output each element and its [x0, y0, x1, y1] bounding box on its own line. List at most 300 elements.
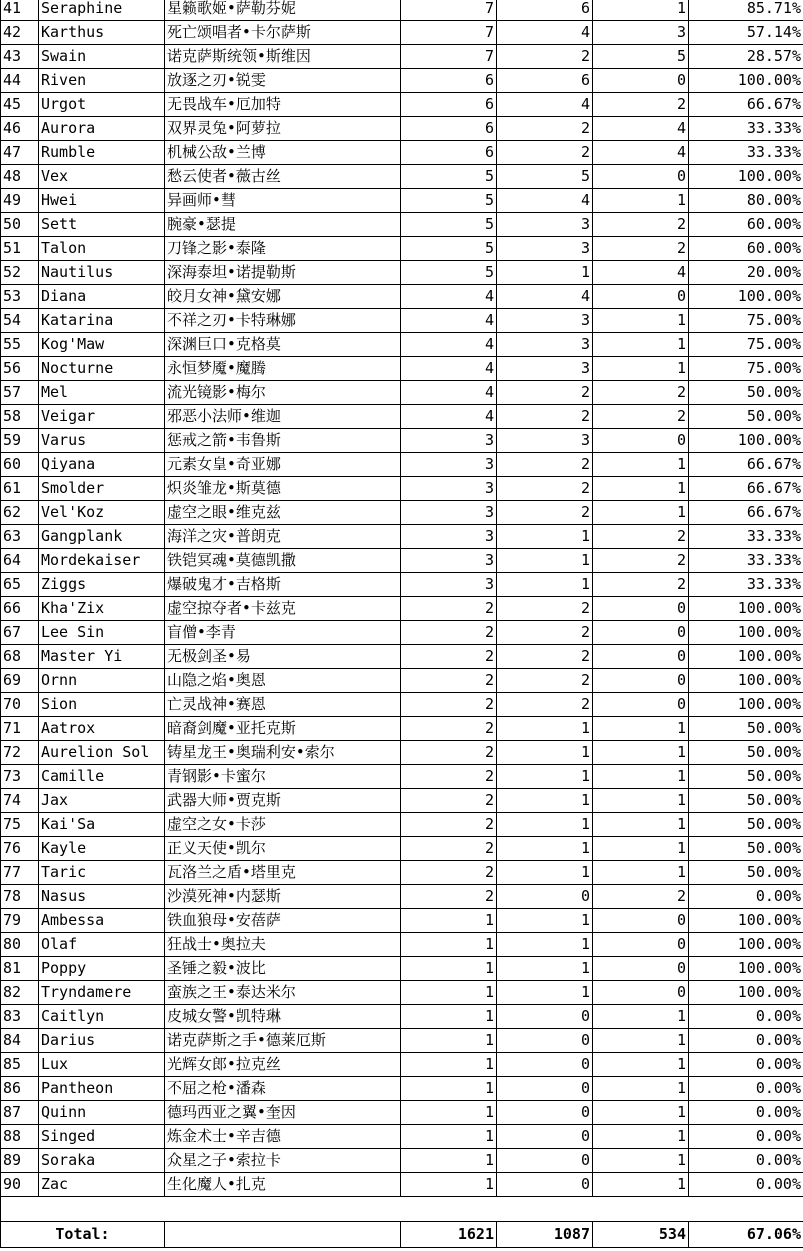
- games-count: 4: [401, 381, 497, 405]
- wins-count: 2: [497, 645, 593, 669]
- champion-name: Lux: [39, 1053, 165, 1077]
- losses-count: 0: [593, 693, 689, 717]
- win-rate: 0.00%: [689, 1173, 803, 1197]
- wins-count: 1: [497, 549, 593, 573]
- champion-name: Mel: [39, 381, 165, 405]
- win-rate: 100.00%: [689, 957, 803, 981]
- row-index: 50: [1, 213, 39, 237]
- champion-name: Qiyana: [39, 453, 165, 477]
- games-count: 1: [401, 1077, 497, 1101]
- champion-title-cn: 正义天使•凯尔: [165, 837, 401, 861]
- champion-title-cn: 永恒梦魇•魔腾: [165, 357, 401, 381]
- champion-name: Nocturne: [39, 357, 165, 381]
- games-count: 3: [401, 429, 497, 453]
- wins-count: 2: [497, 453, 593, 477]
- wins-count: 2: [497, 693, 593, 717]
- table-row: [1, 1005, 803, 1029]
- row-index: 46: [1, 117, 39, 141]
- champion-name: Master Yi: [39, 645, 165, 669]
- row-index: 85: [1, 1053, 39, 1077]
- losses-count: 1: [593, 333, 689, 357]
- champion-title-cn: 双界灵兔•阿萝拉: [165, 117, 401, 141]
- table-row: [1, 1125, 803, 1149]
- table-row: [1, 789, 803, 813]
- table-row: [1, 645, 803, 669]
- games-count: 2: [401, 597, 497, 621]
- games-count: 5: [401, 261, 497, 285]
- wins-count: 3: [497, 237, 593, 261]
- row-index: 56: [1, 357, 39, 381]
- champion-name: Veigar: [39, 405, 165, 429]
- table-row: [1, 693, 803, 717]
- champion-title-cn: 光辉女郎•拉克丝: [165, 1053, 401, 1077]
- champion-name: Varus: [39, 429, 165, 453]
- games-count: 2: [401, 717, 497, 741]
- table-row: [1, 621, 803, 645]
- champion-name: Riven: [39, 69, 165, 93]
- champion-name: Swain: [39, 45, 165, 69]
- losses-count: 1: [593, 1029, 689, 1053]
- win-rate: 75.00%: [689, 333, 803, 357]
- win-rate: 0.00%: [689, 1125, 803, 1149]
- games-count: 1: [401, 1005, 497, 1029]
- champion-name: Talon: [39, 237, 165, 261]
- champion-name: Seraphine: [39, 0, 165, 21]
- table-row: [1, 429, 803, 453]
- champion-title-cn: 邪恶小法师•维迦: [165, 405, 401, 429]
- champion-title-cn: 蛮族之王•泰达米尔: [165, 981, 401, 1005]
- champion-title-cn: 刀锋之影•泰隆: [165, 237, 401, 261]
- losses-count: 1: [593, 1173, 689, 1197]
- win-rate: 100.00%: [689, 909, 803, 933]
- champion-title-cn: 山隐之焰•奥恩: [165, 669, 401, 693]
- champion-name: Tryndamere: [39, 981, 165, 1005]
- champion-title-cn: 生化魔人•扎克: [165, 1173, 401, 1197]
- champion-name: Kai'Sa: [39, 813, 165, 837]
- wins-count: 1: [497, 717, 593, 741]
- table-row: [1, 813, 803, 837]
- wins-count: 2: [497, 477, 593, 501]
- table-row: [1, 861, 803, 885]
- win-rate: 57.14%: [689, 21, 803, 45]
- table-row: [1, 285, 803, 309]
- games-count: 2: [401, 741, 497, 765]
- wins-count: 0: [497, 1125, 593, 1149]
- row-index: 52: [1, 261, 39, 285]
- table-row: [1, 549, 803, 573]
- champion-name: Aurora: [39, 117, 165, 141]
- table-row: [1, 189, 803, 213]
- row-index: 72: [1, 741, 39, 765]
- row-index: 83: [1, 1005, 39, 1029]
- champion-name: Soraka: [39, 1149, 165, 1173]
- champion-name: Nautilus: [39, 261, 165, 285]
- games-count: 5: [401, 237, 497, 261]
- champion-name: Gangplank: [39, 525, 165, 549]
- games-count: 6: [401, 117, 497, 141]
- games-count: 4: [401, 357, 497, 381]
- games-count: 1: [401, 981, 497, 1005]
- win-rate: 80.00%: [689, 189, 803, 213]
- champion-title-cn: 惩戒之箭•韦鲁斯: [165, 429, 401, 453]
- games-count: 2: [401, 693, 497, 717]
- row-index: 65: [1, 573, 39, 597]
- losses-count: 1: [593, 717, 689, 741]
- champion-title-cn: 虚空之眼•维克兹: [165, 501, 401, 525]
- win-rate: 0.00%: [689, 1029, 803, 1053]
- games-count: 4: [401, 285, 497, 309]
- champion-title-cn: 青钢影•卡蜜尔: [165, 765, 401, 789]
- champion-title-cn: 炽炎雏龙•斯莫德: [165, 477, 401, 501]
- row-index: 63: [1, 525, 39, 549]
- row-index: 75: [1, 813, 39, 837]
- row-index: 57: [1, 381, 39, 405]
- table-row: [1, 1053, 803, 1077]
- losses-count: 0: [593, 621, 689, 645]
- wins-count: 0: [497, 1101, 593, 1125]
- win-rate: 0.00%: [689, 1101, 803, 1125]
- row-index: 76: [1, 837, 39, 861]
- games-count: 1: [401, 1173, 497, 1197]
- win-rate: 50.00%: [689, 741, 803, 765]
- games-count: 2: [401, 621, 497, 645]
- wins-count: 2: [497, 597, 593, 621]
- wins-count: 3: [497, 357, 593, 381]
- table-row: [1, 213, 803, 237]
- table-row: [1, 309, 803, 333]
- wins-count: 5: [497, 165, 593, 189]
- wins-count: 2: [497, 45, 593, 69]
- losses-count: 1: [593, 477, 689, 501]
- table-row: [1, 45, 803, 69]
- row-index: 45: [1, 93, 39, 117]
- champion-name: Rumble: [39, 141, 165, 165]
- table-row: [1, 573, 803, 597]
- games-count: 4: [401, 405, 497, 429]
- row-index: 44: [1, 69, 39, 93]
- losses-count: 5: [593, 45, 689, 69]
- champion-title-cn: 元素女皇•奇亚娜: [165, 453, 401, 477]
- champion-title-cn: 异画师•彗: [165, 189, 401, 213]
- champion-title-cn: 流光镜影•梅尔: [165, 381, 401, 405]
- losses-count: 0: [593, 285, 689, 309]
- row-index: 78: [1, 885, 39, 909]
- win-rate: 100.00%: [689, 597, 803, 621]
- champion-name: Nasus: [39, 885, 165, 909]
- win-rate: 60.00%: [689, 237, 803, 261]
- wins-count: 1: [497, 933, 593, 957]
- losses-count: 1: [593, 1101, 689, 1125]
- wins-count: 3: [497, 429, 593, 453]
- table-row: [1, 357, 803, 381]
- row-index: 55: [1, 333, 39, 357]
- row-index: 74: [1, 789, 39, 813]
- table-row: [1, 597, 803, 621]
- losses-count: 1: [593, 741, 689, 765]
- table-row: [1, 1173, 803, 1197]
- losses-count: 4: [593, 261, 689, 285]
- win-rate: 50.00%: [689, 381, 803, 405]
- win-rate: 100.00%: [689, 645, 803, 669]
- win-rate: 100.00%: [689, 669, 803, 693]
- losses-count: 1: [593, 309, 689, 333]
- row-index: 51: [1, 237, 39, 261]
- wins-count: 2: [497, 501, 593, 525]
- champion-title-cn: 铸星龙王•奥瑞利安•索尔: [165, 741, 401, 765]
- wins-count: 4: [497, 21, 593, 45]
- games-count: 1: [401, 1125, 497, 1149]
- row-index: 43: [1, 45, 39, 69]
- losses-count: 2: [593, 381, 689, 405]
- games-count: 2: [401, 861, 497, 885]
- losses-count: 1: [593, 837, 689, 861]
- champion-name: Smolder: [39, 477, 165, 501]
- win-rate: 0.00%: [689, 1005, 803, 1029]
- games-count: 3: [401, 453, 497, 477]
- wins-count: 1: [497, 957, 593, 981]
- champion-name: Taric: [39, 861, 165, 885]
- wins-count: 2: [497, 141, 593, 165]
- row-index: 60: [1, 453, 39, 477]
- wins-count: 2: [497, 621, 593, 645]
- wins-count: 2: [497, 381, 593, 405]
- losses-count: 1: [593, 453, 689, 477]
- champion-name: Poppy: [39, 957, 165, 981]
- win-rate: 0.00%: [689, 1053, 803, 1077]
- wins-count: 6: [497, 69, 593, 93]
- champion-title-cn: 亡灵战神•赛恩: [165, 693, 401, 717]
- wins-count: 2: [497, 117, 593, 141]
- win-rate: 50.00%: [689, 861, 803, 885]
- champion-title-cn: 皮城女警•凯特琳: [165, 1005, 401, 1029]
- row-index: 61: [1, 477, 39, 501]
- champion-name: Vel'Koz: [39, 501, 165, 525]
- champion-name: Karthus: [39, 21, 165, 45]
- row-index: 87: [1, 1101, 39, 1125]
- champion-name: Camille: [39, 765, 165, 789]
- losses-count: 2: [593, 885, 689, 909]
- champion-title-cn: 德玛西亚之翼•奎因: [165, 1101, 401, 1125]
- champion-name: Singed: [39, 1125, 165, 1149]
- losses-count: 1: [593, 1005, 689, 1029]
- row-index: 58: [1, 405, 39, 429]
- champion-name: Kha'Zix: [39, 597, 165, 621]
- champion-title-cn: 皎月女神•黛安娜: [165, 285, 401, 309]
- table-row: [1, 669, 803, 693]
- champion-name: Urgot: [39, 93, 165, 117]
- win-rate: 50.00%: [689, 837, 803, 861]
- champion-title-cn: 诺克萨斯之手•德莱厄斯: [165, 1029, 401, 1053]
- row-index: 47: [1, 141, 39, 165]
- total-win-rate: 67.06%: [689, 1222, 803, 1248]
- empty-cell: [1, 1197, 803, 1222]
- wins-count: 0: [497, 1173, 593, 1197]
- games-count: 2: [401, 789, 497, 813]
- champion-name: Darius: [39, 1029, 165, 1053]
- wins-count: 3: [497, 333, 593, 357]
- games-count: 6: [401, 141, 497, 165]
- row-index: 69: [1, 669, 39, 693]
- games-count: 2: [401, 645, 497, 669]
- losses-count: 0: [593, 933, 689, 957]
- champion-title-cn: 海洋之灾•普朗克: [165, 525, 401, 549]
- losses-count: 2: [593, 213, 689, 237]
- win-rate: 50.00%: [689, 789, 803, 813]
- win-rate: 60.00%: [689, 213, 803, 237]
- champion-name: Ziggs: [39, 573, 165, 597]
- champion-name: Caitlyn: [39, 1005, 165, 1029]
- wins-count: 0: [497, 885, 593, 909]
- total-wins: 1087: [497, 1222, 593, 1248]
- row-index: 90: [1, 1173, 39, 1197]
- champion-name: Mordekaiser: [39, 549, 165, 573]
- games-count: 4: [401, 333, 497, 357]
- table-row: [1, 933, 803, 957]
- row-index: 89: [1, 1149, 39, 1173]
- champion-title-cn: 无极剑圣•易: [165, 645, 401, 669]
- wins-count: 2: [497, 669, 593, 693]
- table-row: [1, 1029, 803, 1053]
- losses-count: 1: [593, 357, 689, 381]
- games-count: 5: [401, 165, 497, 189]
- champion-title-cn: 腕豪•瑟提: [165, 213, 401, 237]
- win-rate: 75.00%: [689, 357, 803, 381]
- losses-count: 0: [593, 957, 689, 981]
- row-index: 66: [1, 597, 39, 621]
- wins-count: 0: [497, 1053, 593, 1077]
- win-rate: 0.00%: [689, 1149, 803, 1173]
- row-index: 49: [1, 189, 39, 213]
- wins-count: 1: [497, 981, 593, 1005]
- losses-count: 2: [593, 93, 689, 117]
- games-count: 3: [401, 501, 497, 525]
- row-index: 67: [1, 621, 39, 645]
- table-row: [1, 885, 803, 909]
- losses-count: 1: [593, 0, 689, 21]
- win-rate: 33.33%: [689, 525, 803, 549]
- champion-name: Jax: [39, 789, 165, 813]
- row-index: 84: [1, 1029, 39, 1053]
- table-row: [1, 741, 803, 765]
- losses-count: 1: [593, 861, 689, 885]
- wins-count: 0: [497, 1005, 593, 1029]
- losses-count: 0: [593, 981, 689, 1005]
- spacer-row: [1, 1197, 803, 1222]
- win-rate: 66.67%: [689, 501, 803, 525]
- games-count: 2: [401, 765, 497, 789]
- win-rate: 100.00%: [689, 285, 803, 309]
- champion-title-cn: 深渊巨口•克格莫: [165, 333, 401, 357]
- games-count: 2: [401, 813, 497, 837]
- table-body: [1, 0, 803, 1197]
- games-count: 1: [401, 1101, 497, 1125]
- table-row: [1, 501, 803, 525]
- win-rate: 66.67%: [689, 477, 803, 501]
- row-index: 77: [1, 861, 39, 885]
- row-index: 64: [1, 549, 39, 573]
- champion-title-cn: 星籁歌姬•萨勒芬妮: [165, 0, 401, 21]
- champion-title-cn: 铁血狼母•安蓓萨: [165, 909, 401, 933]
- losses-count: 0: [593, 645, 689, 669]
- table-row: [1, 765, 803, 789]
- win-rate: 66.67%: [689, 453, 803, 477]
- total-games: 1621: [401, 1222, 497, 1248]
- champion-name: Aatrox: [39, 717, 165, 741]
- table-row: [1, 1101, 803, 1125]
- win-rate: 100.00%: [689, 69, 803, 93]
- losses-count: 3: [593, 21, 689, 45]
- games-count: 4: [401, 309, 497, 333]
- champion-title-cn: 死亡颂唱者•卡尔萨斯: [165, 21, 401, 45]
- wins-count: 1: [497, 525, 593, 549]
- champion-title-cn: 爆破鬼才•吉格斯: [165, 573, 401, 597]
- games-count: 1: [401, 1053, 497, 1077]
- row-index: 82: [1, 981, 39, 1005]
- champion-title-cn: 炼金术士•辛吉德: [165, 1125, 401, 1149]
- table-row: [1, 333, 803, 357]
- losses-count: 2: [593, 549, 689, 573]
- games-count: 6: [401, 93, 497, 117]
- losses-count: 1: [593, 765, 689, 789]
- win-rate: 20.00%: [689, 261, 803, 285]
- win-rate: 100.00%: [689, 429, 803, 453]
- champion-name: Aurelion Sol: [39, 741, 165, 765]
- table-row: [1, 69, 803, 93]
- wins-count: 1: [497, 765, 593, 789]
- games-count: 1: [401, 1149, 497, 1173]
- win-rate: 100.00%: [689, 621, 803, 645]
- table-row: [1, 141, 803, 165]
- games-count: 1: [401, 933, 497, 957]
- win-rate: 33.33%: [689, 141, 803, 165]
- games-count: 3: [401, 549, 497, 573]
- win-rate: 100.00%: [689, 981, 803, 1005]
- games-count: 5: [401, 189, 497, 213]
- losses-count: 1: [593, 1125, 689, 1149]
- games-count: 3: [401, 573, 497, 597]
- win-rate: 50.00%: [689, 717, 803, 741]
- games-count: 2: [401, 837, 497, 861]
- champion-name: Katarina: [39, 309, 165, 333]
- losses-count: 2: [593, 405, 689, 429]
- table-row: [1, 477, 803, 501]
- games-count: 1: [401, 957, 497, 981]
- champion-title-cn: 不祥之刃•卡特琳娜: [165, 309, 401, 333]
- row-index: 59: [1, 429, 39, 453]
- losses-count: 1: [593, 1053, 689, 1077]
- champion-title-cn: 无畏战车•厄加特: [165, 93, 401, 117]
- wins-count: 1: [497, 789, 593, 813]
- losses-count: 2: [593, 237, 689, 261]
- losses-count: 0: [593, 597, 689, 621]
- total-label: Total:: [1, 1222, 165, 1248]
- champion-name: Kayle: [39, 837, 165, 861]
- row-index: 48: [1, 165, 39, 189]
- row-index: 68: [1, 645, 39, 669]
- losses-count: 0: [593, 429, 689, 453]
- games-count: 7: [401, 0, 497, 21]
- table-row: [1, 525, 803, 549]
- row-index: 41: [1, 0, 39, 21]
- row-index: 71: [1, 717, 39, 741]
- champion-title-cn: 虚空掠夺者•卡兹克: [165, 597, 401, 621]
- wins-count: 3: [497, 309, 593, 333]
- table-row: [1, 93, 803, 117]
- row-index: 88: [1, 1125, 39, 1149]
- win-rate: 33.33%: [689, 117, 803, 141]
- losses-count: 2: [593, 525, 689, 549]
- table-row: [1, 1077, 803, 1101]
